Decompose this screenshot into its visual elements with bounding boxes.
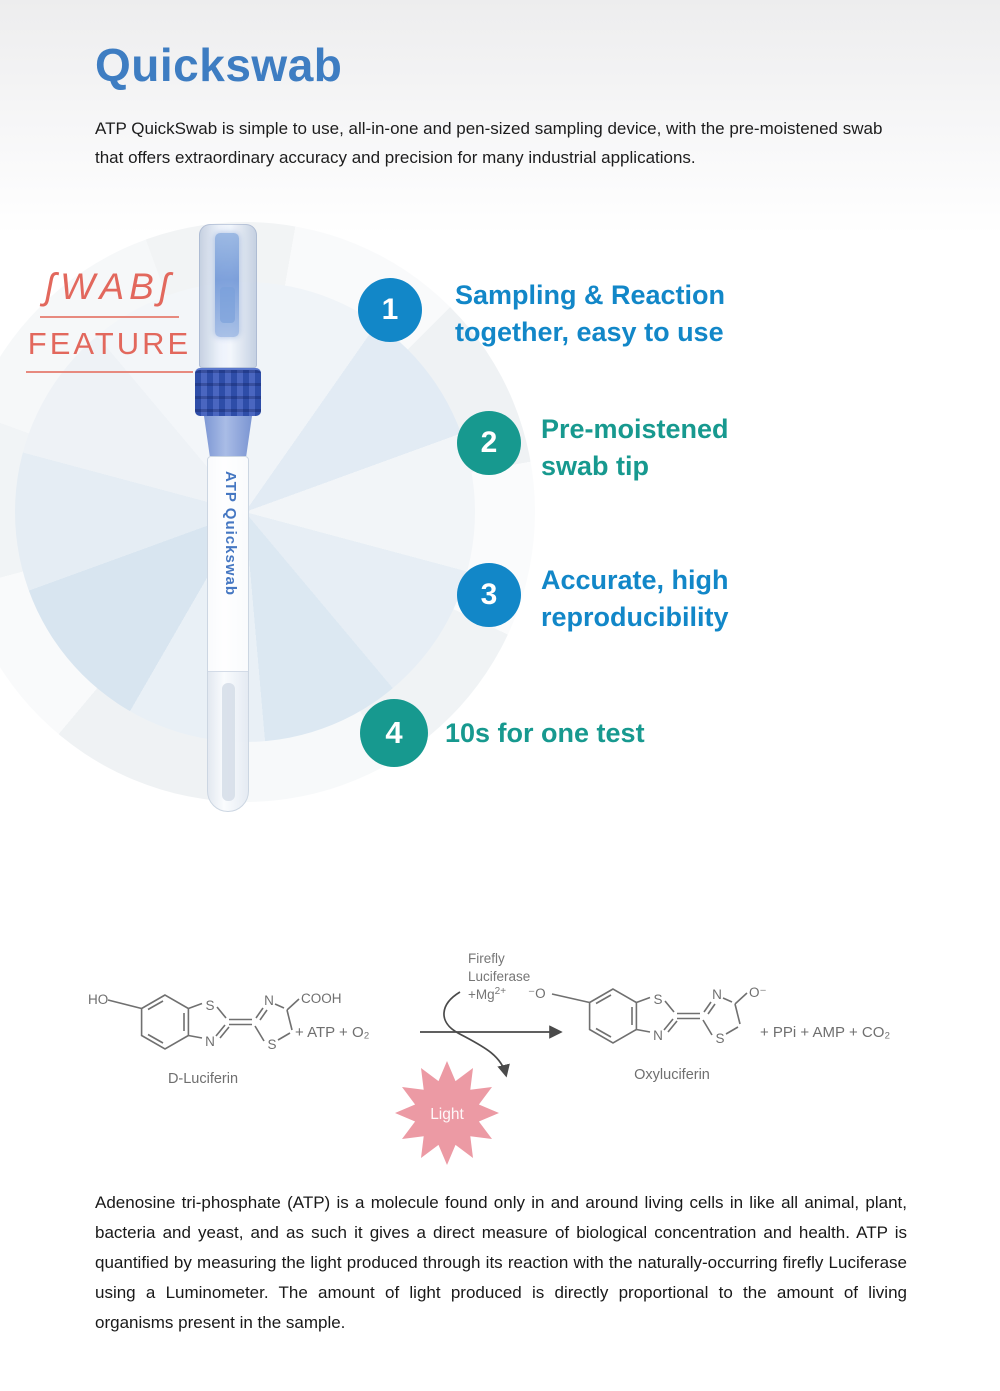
swab-tube-label-text: ATP Quickswab (222, 471, 239, 596)
atom-s: S (205, 998, 215, 1013)
swab-collar (195, 368, 261, 416)
atom-n: N (264, 993, 274, 1008)
feature-3-line-2: reproducibility (541, 602, 729, 632)
feature-4-text (445, 715, 645, 752)
light-label: Light (430, 1106, 464, 1123)
feature-2-text (541, 411, 729, 485)
atom-s: S (653, 992, 663, 1007)
atom-ho: HO (88, 992, 109, 1007)
swab-product-image (195, 224, 261, 814)
feature-3-text (541, 562, 729, 636)
page-title: Quickswab (95, 39, 343, 91)
feature-3-number-badge: 3 (457, 563, 521, 627)
d-luciferin-label: D-Luciferin (167, 1071, 239, 1087)
atom-n: N (205, 1034, 215, 1049)
atom-n: N (653, 1028, 663, 1043)
feature-4-line-1: 10s for one test (445, 718, 645, 748)
catalyst-mg: $+Mg^{2+}$ (468, 986, 507, 1002)
feature-4-number-badge: 4 (360, 699, 428, 767)
atom-o-minus-left: ⁻O (528, 986, 546, 1001)
swab-tube (207, 456, 249, 812)
swab-neck (204, 416, 252, 456)
feature-2-number-badge: 2 (457, 411, 521, 475)
feature-word: FEATURE (26, 326, 193, 373)
atom-s: S (267, 1037, 277, 1052)
catalyst-curve-arrow-icon (444, 992, 506, 1075)
atom-o-minus-right: O⁻ (749, 985, 767, 1000)
catalyst-line-2: Luciferase (468, 969, 531, 984)
swabs-word: ʃWABʃ (40, 266, 178, 318)
feature-1-text (455, 277, 725, 351)
catalyst-line-1: Firefly (468, 951, 505, 966)
intro-paragraph: ATP QuickSwab is simple to use, all-in-one and pen-sized sampling device, with the pre-moistened swab that offers extraordinary accuracy and precision for many industrial applications. (95, 119, 883, 167)
reaction-diagram (60, 930, 960, 1185)
atom-s: S (715, 1031, 725, 1046)
reagents-text: + ATP + O₂ (295, 1024, 370, 1041)
feature-3-line-1: Accurate, high (541, 565, 729, 595)
swab-cap (199, 224, 257, 368)
atom-n: N (712, 987, 722, 1002)
oxyluciferin-label: Oxyluciferin (634, 1067, 710, 1083)
swab-cap-inner-blob (220, 287, 235, 323)
swabs-feature-label (22, 266, 197, 373)
feature-2-line-1: Pre-moistened (541, 414, 729, 444)
footer-paragraph: Adenosine tri-phosphate (ATP) is a molecule found only in and around living cells in like all animal, plant, bacteria and yeast, and as such it gives a direct measure of biological concentration and health. ATP is quantified by measuring the light produced through its reaction with the naturally-occurring firefly Luciferase using a Luminometer. The amount of light produced is directly proportional to the amount of living organisms present in the sample. (95, 1193, 907, 1332)
feature-1-line-2: together, easy to use (455, 317, 724, 347)
swab-tube-inner-stick (222, 683, 235, 801)
light-burst-icon (395, 1061, 499, 1165)
atom-cooh: COOH (301, 991, 342, 1006)
products-text: + PPi + AMP + CO₂ (760, 1024, 891, 1041)
feature-1-number-badge: 1 (358, 278, 422, 342)
feature-2-line-2: swab tip (541, 451, 650, 481)
feature-1-line-1: Sampling & Reaction (455, 280, 726, 310)
